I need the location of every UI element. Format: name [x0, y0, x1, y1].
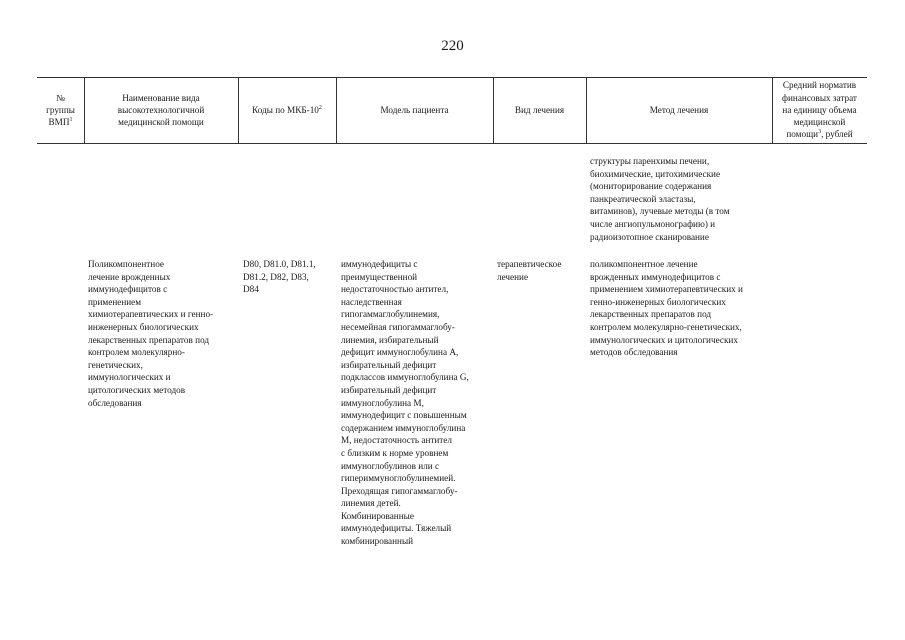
header-treatment-type: Вид лечения: [514, 104, 565, 115]
row-icd-codes: D80, D81.0, D81.1, D81.2, D82, D83, D84: [243, 259, 316, 295]
row-treatment-method: поликомпонентное лечение врожденных иммунодефицитов с применением химиотерапевтических и генно-инженерных биологических лекарственных препаратов под контролем молекулярно-генетических, иммунологических и цитологических методов обследования: [590, 259, 743, 358]
continued-method-text: структуры паренхимы печени, биохимические, цитохимические (мониторирование содержания панкреатической эластазы, витаминов), лучевые методы (в том числе ангиопульмонографию) и радиоизотопное сканирование: [590, 156, 730, 242]
header-treatment-method: Метод лечения: [649, 104, 709, 115]
row-care-type-name: Поликомпонентное лечение врожденных иммунодефицитов с применением химиотерапевтических и генно- инженерных биологических лекарственных препаратов под контролем молекулярно- генетических, иммунологических и цитологических методов обследования: [88, 259, 214, 408]
header-icd-codes: Коды по МКБ-$10^2$: [252, 104, 322, 115]
table-header-bottom-rule: [37, 143, 867, 144]
row-patient-model: иммунодефициты с преимущественной недостаточностью антител, наследственная гипогаммаглобулинемия, несемейная гипогаммаглобу- линемия, избирательный дефицит иммуноглобулина A, избирательный дефицит подклассов иммуноглобулина G, избирательный дефицит иммуноглобулина M, иммунодефицит с повышенным содержанием иммуноглобулина M, недостаточность антител с близким к норме уровнем иммуноглобулинов или с гипериммуноглобулинемией. Преходящая гипогаммаглобу- линемия детей. Комбинированные иммунодефициты. Тяжелый комбинированный: [341, 259, 469, 547]
header-group-number: № группы ВМП$^1$: [46, 92, 75, 128]
header-patient-model: Модель пациента: [380, 104, 449, 115]
header-care-type-name: Наименование вида высокотехнологичной медицинской помощи: [117, 92, 205, 128]
row-treatment-type: терапевтическое лечение: [497, 259, 562, 282]
page-number: 220: [441, 38, 464, 54]
header-financial-norm: Средний норматив финансовых затрат на единицу объема медицинской помощи$^3$, рублей: [782, 80, 857, 140]
